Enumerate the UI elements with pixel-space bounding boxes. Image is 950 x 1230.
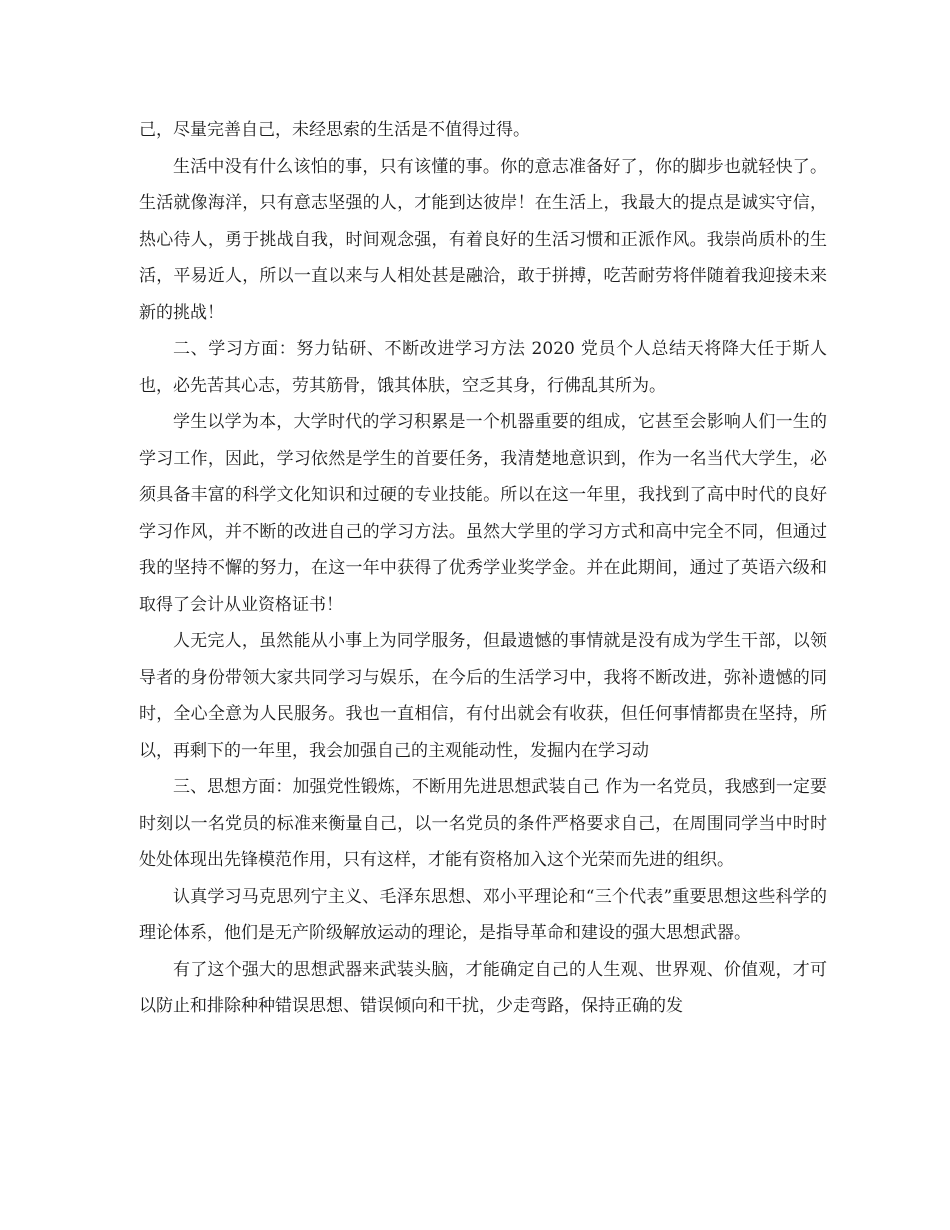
paragraph-study-heading: 二、学习方面：努力钻研、不断改进学习方法 2020 党员个人总结天将降大任于斯人也，必先苦其心志，劳其筋骨，饿其体肤，空乏其身，行佛乱其所为。 (139, 339, 827, 396)
paragraph-thought-heading: 三、思想方面：加强党性锻炼，不断用先进思想武装自己 作为一名党员，我感到一定要时刻以一名党员的标准来衡量自己，以一名党员的条件严格要求自己，在周围同学当中时时处处体现出先锋模范作用，只有这样，才能有资格加入这个光荣而先进的组织。 (139, 777, 827, 870)
document-body (139, 112, 827, 1025)
paragraph-continued: 己，尽量完善自己，未经思索的生活是不值得过得。 (139, 120, 530, 140)
paragraph-life-attitude: 生活中没有什么该怕的事，只有该懂的事。你的意志准备好了，你的脚步也就轻快了。生活就像海洋，只有意志坚强的人，才能到达彼岸！在生活上，我最大的提点是诚实守信，热心待人，勇于挑战自我，时间观念强，有着良好的生活习惯和正派作风。我崇尚质朴的生活，平易近人，所以一直以来与人相处甚是融洽，敢于拼搏，吃苦耐劳将伴随着我迎接未来新的挑战！ (139, 156, 827, 323)
paragraph-worldview: 有了这个强大的思想武器来武装头脑，才能确定自己的人生观、世界观、价值观，才可以防止和排除种种错误思想、错误倾向和干扰，少走弯路，保持正确的发 (139, 959, 827, 1016)
paragraph-theory-study: 认真学习马克思列宁主义、毛泽东思想、邓小平理论和“三个代表”重要思想这些科学的理论体系，他们是无产阶级解放运动的理论，是指导革命和建设的强大思想武器。 (139, 886, 827, 943)
paragraph-regret: 人无完人，虽然能从小事上为同学服务，但最遗憾的事情就是没有成为学生干部，以领导者的身份带领大家共同学习与娱乐，在今后的生活学习中，我将不断改进，弥补遗憾的同时，全心全意为人民服务。我也一直相信，有付出就会有收获，但任何事情都贵在坚持，所以，再剩下的一年里，我会加强自己的主观能动性，发掘内在学习动 (139, 631, 827, 761)
paragraph-study-details: 学生以学为本，大学时代的学习积累是一个机器重要的组成，它甚至会影响人们一生的学习工作，因此，学习依然是学生的首要任务，我清楚地意识到，作为一名当代大学生，必须具备丰富的科学文化知识和过硬的专业技能。所以在这一年里，我找到了高中时代的良好学习作风，并不断的改进自己的学习方法。虽然大学里的学习方式和高中完全不同，但通过我的坚持不懈的努力，在这一年中获得了优秀学业奖学金。并在此期间，通过了英语六级和取得了会计从业资格证书！ (139, 412, 827, 615)
